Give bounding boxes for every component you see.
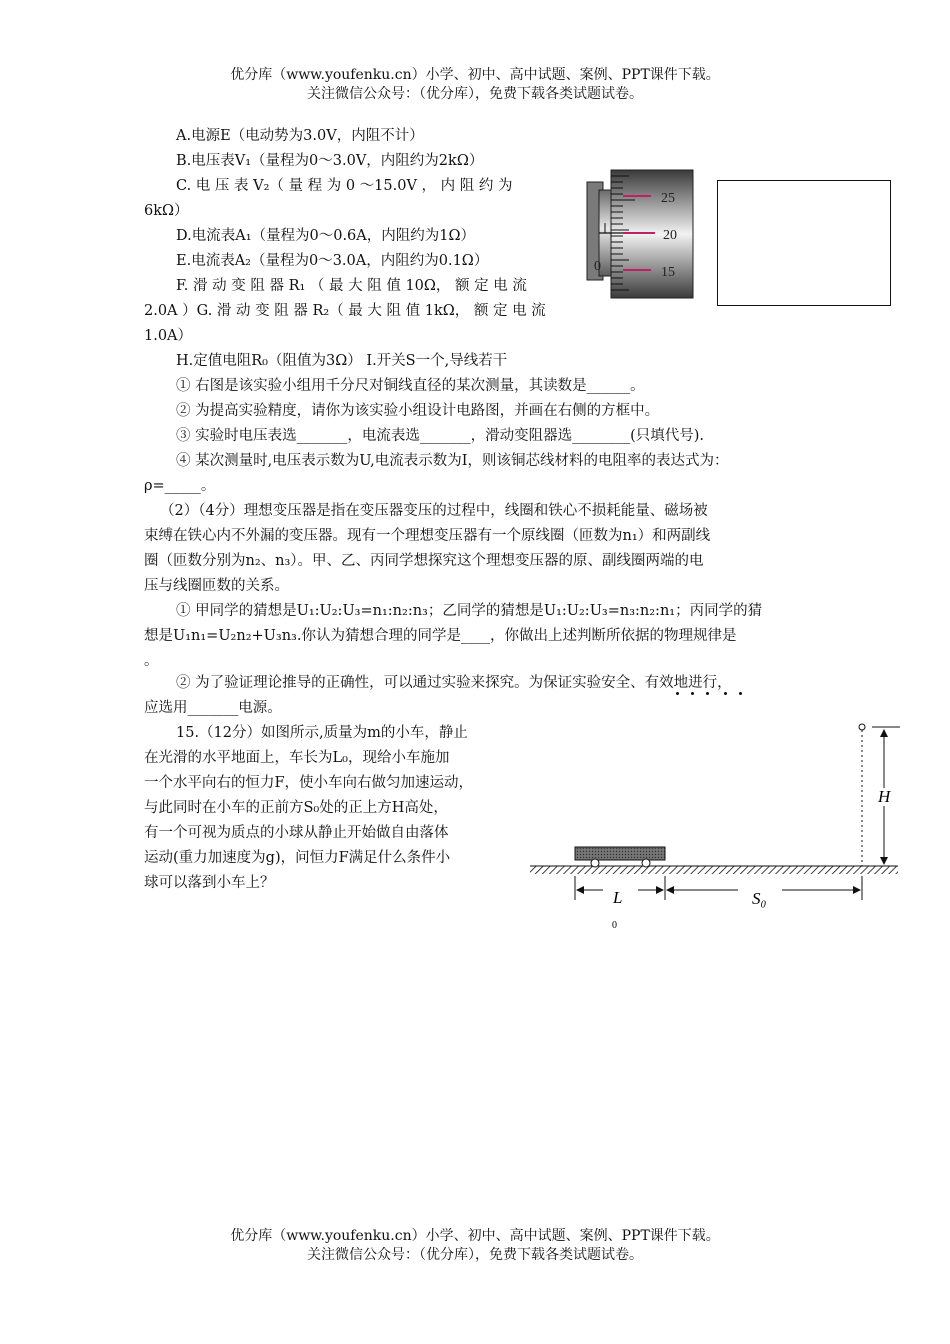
equipment-b: B.电压表V₁（量程为0～3.0V，内阻约为2kΩ） <box>176 153 484 169</box>
micrometer-label-20: 20 <box>663 228 677 243</box>
cart-wheel-left <box>591 859 599 867</box>
part2-line-9: 应选用_______电源。 <box>144 700 282 716</box>
problem15-line-1: 15.（12分）如图所示,质量为m的小车，静止 <box>176 725 468 741</box>
micrometer-label-25: 25 <box>661 191 675 206</box>
question-1-4a: ④ 某次测量时,电压表示数为U,电流表示数为I，则该铜芯线材料的电阻率的表达式为： <box>176 453 729 469</box>
problem15-line-2: 在光滑的水平地面上，车长为L₀，现给小车施加 <box>144 750 450 766</box>
question-1-3: ③ 实验时电压表选_______，电流表选_______，滑动变阻器选________(只填代号). <box>176 428 705 444</box>
header-line-2: 关注微信公众号：（优分库），免费下载各类试题试卷。 <box>307 86 643 102</box>
equipment-h: H.定值电阻R₀（阻值为3Ω） I.开关S一个,导线若干 <box>176 353 508 369</box>
problem15-line-5: 有一个可视为质点的小球从静止开始做自由落体 <box>144 825 449 841</box>
cart-diagram <box>528 718 900 934</box>
question-1-2: ② 为提高实验精度，请你为该实验小组设计电路图，并画在右侧的方框中。 <box>176 403 660 419</box>
cart-length-subscript: 0 <box>612 920 617 931</box>
circuit-answer-box[interactable] <box>717 180 891 306</box>
distance-label: S₀ <box>752 889 767 908</box>
question-1-4b: ρ=_____。 <box>144 478 216 494</box>
part2-line-1: （2）（4分）理想变压器是指在变压器变压的过程中，线圈和铁心不损耗能量、磁场被 <box>160 503 708 519</box>
footer-line-2: 关注微信公众号：（优分库），免费下载各类试题试卷。 <box>307 1247 643 1263</box>
cart-length-label: L <box>613 888 623 907</box>
part2-line-4: 压与线圈匝数的关系。 <box>144 578 289 594</box>
question-1-1: ① 右图是该实验小组用千分尺对铜线直径的某次测量，其读数是______。 <box>176 378 645 394</box>
equipment-e: E.电流表A₂（量程为0～3.0A，内阻约为0.1Ω） <box>176 253 489 269</box>
emphasis-dots <box>676 692 756 696</box>
equipment-c-line1: C. 电 压 表 V₂（ 量 程 为 0 ～15.0V ， 内 阻 约 为 <box>176 178 513 194</box>
problem15-line-7: 球可以落到小车上？ <box>144 875 275 891</box>
ground <box>530 866 898 874</box>
part2-line-2: 束缚在铁心内不外漏的变压器。现有一个理想变压器有一个原线圈（匝数为n₁）和两副线 <box>144 528 711 544</box>
cart-body <box>575 847 665 860</box>
micrometer-label-15: 15 <box>661 265 675 280</box>
footer-line-1: 优分库（www.youfenku.cn）小学、初中、高中试题、案例、PPT课件下载。 <box>230 1228 720 1244</box>
problem15-line-6: 运动(重力加速度为g)，问恒力F满足什么条件小 <box>144 850 451 866</box>
equipment-f-line1: F. 滑 动 变 阻 器 R₁ （ 最 大 阻 值 10Ω， 额 定 电 流 <box>176 278 527 294</box>
part2-line-8: ② 为了验证理论推导的正确性，可以通过实验来探究。为保证实验安全、有效地进行， <box>176 675 732 691</box>
part2-line-7: 。 <box>144 653 159 669</box>
micrometer-label-zero: 0 <box>594 259 601 274</box>
ball <box>859 724 865 730</box>
equipment-f-line3: 1.0A） <box>144 328 193 344</box>
equipment-c-line2: 6kΩ） <box>144 203 189 219</box>
problem15-line-3: 一个水平向右的恒力F，使小车向右做匀加速运动， <box>144 775 474 791</box>
micrometer-figure <box>585 168 695 300</box>
part2-line-5: ① 甲同学的猜想是U₁:U₂:U₃=n₁:n₂:n₃；乙同学的猜想是U₁:U₂:U₃=n₃:n₂:n₁；丙同学的猜 <box>176 603 763 619</box>
part2-line-6: 想是U₁n₁=U₂n₂+U₃n₃.你认为猜想合理的同学是____，你做出上述判断所依据的物理规律是 <box>144 628 737 644</box>
height-label: H <box>878 787 891 806</box>
equipment-f-line2: 2.0A ）G. 滑 动 变 阻 器 R₂（ 最 大 阻 值 1kΩ， 额 定 电 流 <box>144 303 546 319</box>
equipment-a: A.电源E（电动势为3.0V，内阻不计） <box>176 128 424 144</box>
problem15-line-4: 与此同时在小车的正前方S₀处的正上方H高处， <box>144 800 448 816</box>
cart-wheel-right <box>642 859 650 867</box>
header-line-1: 优分库（www.youfenku.cn）小学、初中、高中试题、案例、PPT课件下载。 <box>230 67 720 83</box>
part2-line-3: 圈（匝数分别为n₂、n₃）。甲、乙、丙同学想探究这个理想变压器的原、副线圈两端的电 <box>144 553 704 569</box>
equipment-d: D.电流表A₁（量程为0～0.6A，内阻约为1Ω） <box>176 228 476 244</box>
